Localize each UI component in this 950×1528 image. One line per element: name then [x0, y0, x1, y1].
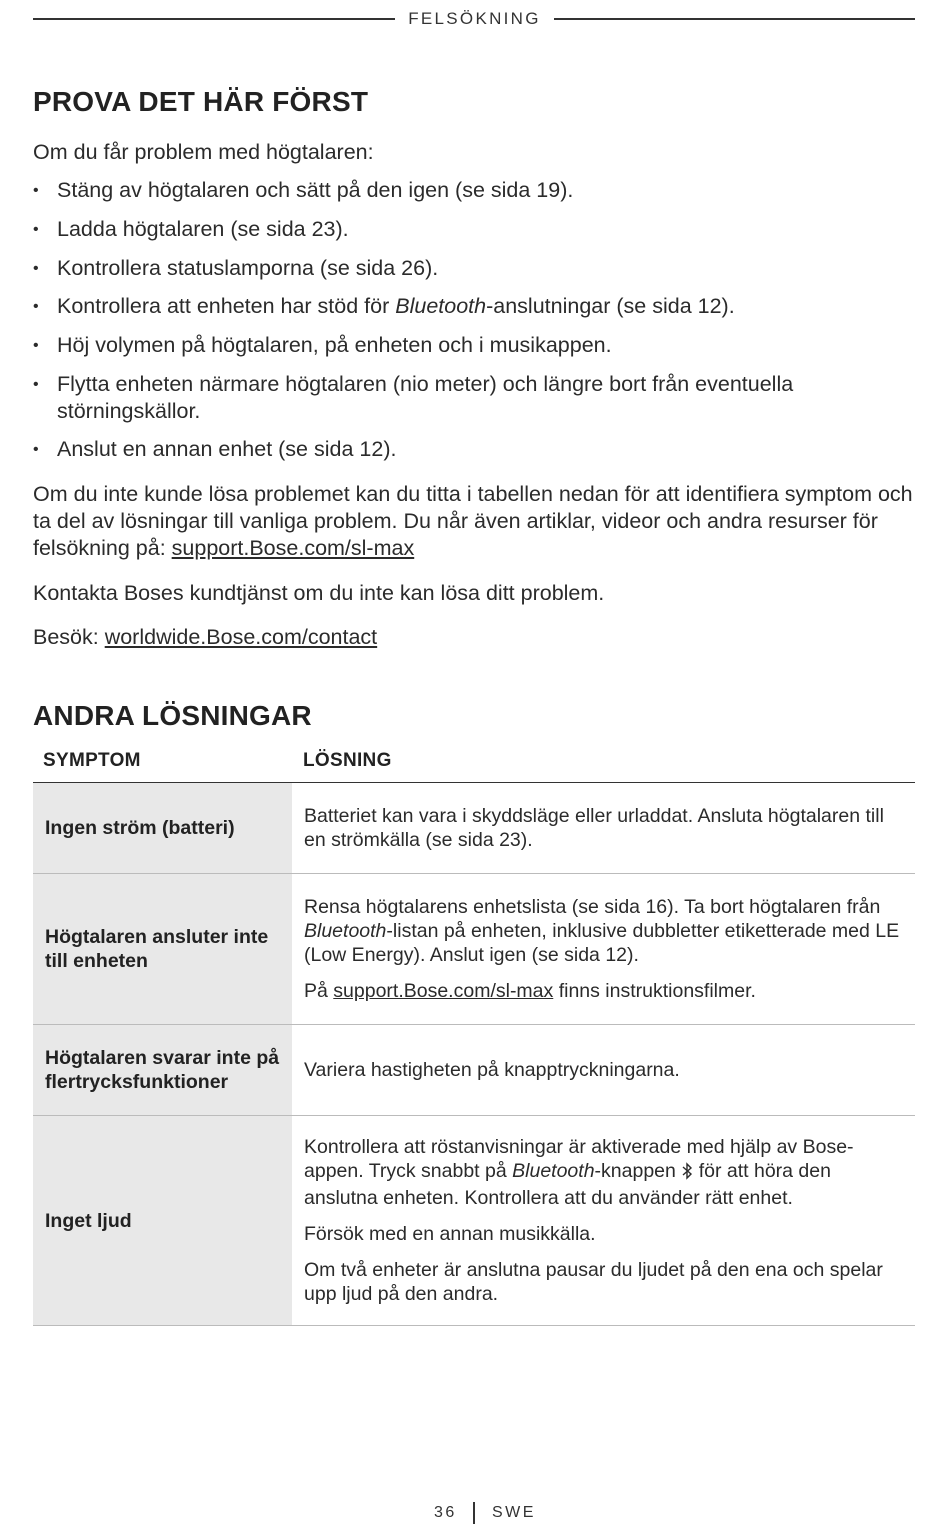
bullet-dot: •: [33, 182, 39, 199]
solution-cell: Variera hastigheten på knapptryckningarna.: [304, 1059, 680, 1081]
resources-paragraph: Om du inte kunde lösa problemet kan du titta i tabellen nedan för att identifiera symptom och ta del av lösningar till vanliga problem. Du når även artiklar, videor och andra resurser för felsökning på: support.Bose.com/sl-max: [33, 482, 913, 560]
bullet-dot: •: [33, 441, 39, 458]
bluetooth-icon: [681, 1162, 693, 1186]
visit-paragraph: Besök: worldwide.Bose.com/contact: [33, 625, 378, 649]
bullet-dot: •: [33, 337, 39, 354]
bullet-dot: •: [33, 298, 39, 315]
support-link[interactable]: support.Bose.com/sl-max: [333, 980, 554, 1002]
heading-other-solutions: ANDRA LÖSNINGAR: [33, 700, 312, 731]
column-header-symptom: SYMPTOM: [43, 750, 141, 771]
symptom-cell: Högtalaren ansluter inte till enheten: [33, 874, 292, 1024]
bullet-dot: •: [33, 221, 39, 238]
table-row: [33, 783, 915, 874]
header-rule-left: [33, 18, 395, 20]
solution-cell: Kontrollera att röstanvisningar är aktiverade med hjälp av Bose-appen. Tryck snabbt på Bluetooth-knappen för att höra den anslutna enheten. Kontrollera att du använder rätt enhet. Försök med en annan musikkälla. Om två enheter är anslutna pausar du ljudet på den ena och spelar upp ljud på den andra.: [304, 1136, 883, 1305]
table-row: [33, 1116, 915, 1326]
language-code: SWE: [492, 1504, 536, 1521]
header-rule-right: [554, 18, 915, 20]
contact-link[interactable]: worldwide.Bose.com/contact: [104, 625, 378, 649]
support-link[interactable]: support.Bose.com/sl-max: [171, 536, 415, 560]
table-header: [33, 748, 915, 783]
column-header-solution: LÖSNING: [303, 750, 392, 771]
footer-divider: [473, 1502, 475, 1524]
page-footer: [0, 1500, 950, 1528]
bullet-dot: •: [33, 376, 39, 393]
troubleshooting-table: [33, 748, 915, 1326]
symptom-cell: Högtalaren svarar inte på flertrycksfunktioner: [33, 1025, 292, 1115]
solution-cell: Batteriet kan vara i skyddsläge eller urladdat. Ansluta högtalaren till en strömkälla (se sida 23).: [304, 805, 884, 851]
contact-paragraph: Kontakta Boses kundtjänst om du inte kan lösa ditt problem.: [33, 581, 605, 605]
solution-cell: Rensa högtalarens enhetslista (se sida 16). Ta bort högtalaren från Bluetooth-listan på enheten, inklusive dubbletter etiketterade med LE (Low Energy). Anslut igen (se sida 12). På support.Bose.com/sl-max finns instruktionsfilmer.: [304, 896, 900, 1002]
intro-text: Om du får problem med högtalaren:: [33, 140, 374, 164]
table-row: [33, 874, 915, 1025]
heading-try-first: PROVA DET HÄR FÖRST: [33, 86, 369, 117]
section-title: FELSÖKNING: [408, 9, 541, 28]
symptom-cell: Inget ljud: [33, 1116, 292, 1325]
table-row: [33, 1025, 915, 1116]
bullet-dot: •: [33, 260, 39, 277]
symptom-cell: Ingen ström (batteri): [33, 783, 292, 873]
page-header: [33, 8, 915, 30]
page-number: 36: [434, 1504, 457, 1521]
